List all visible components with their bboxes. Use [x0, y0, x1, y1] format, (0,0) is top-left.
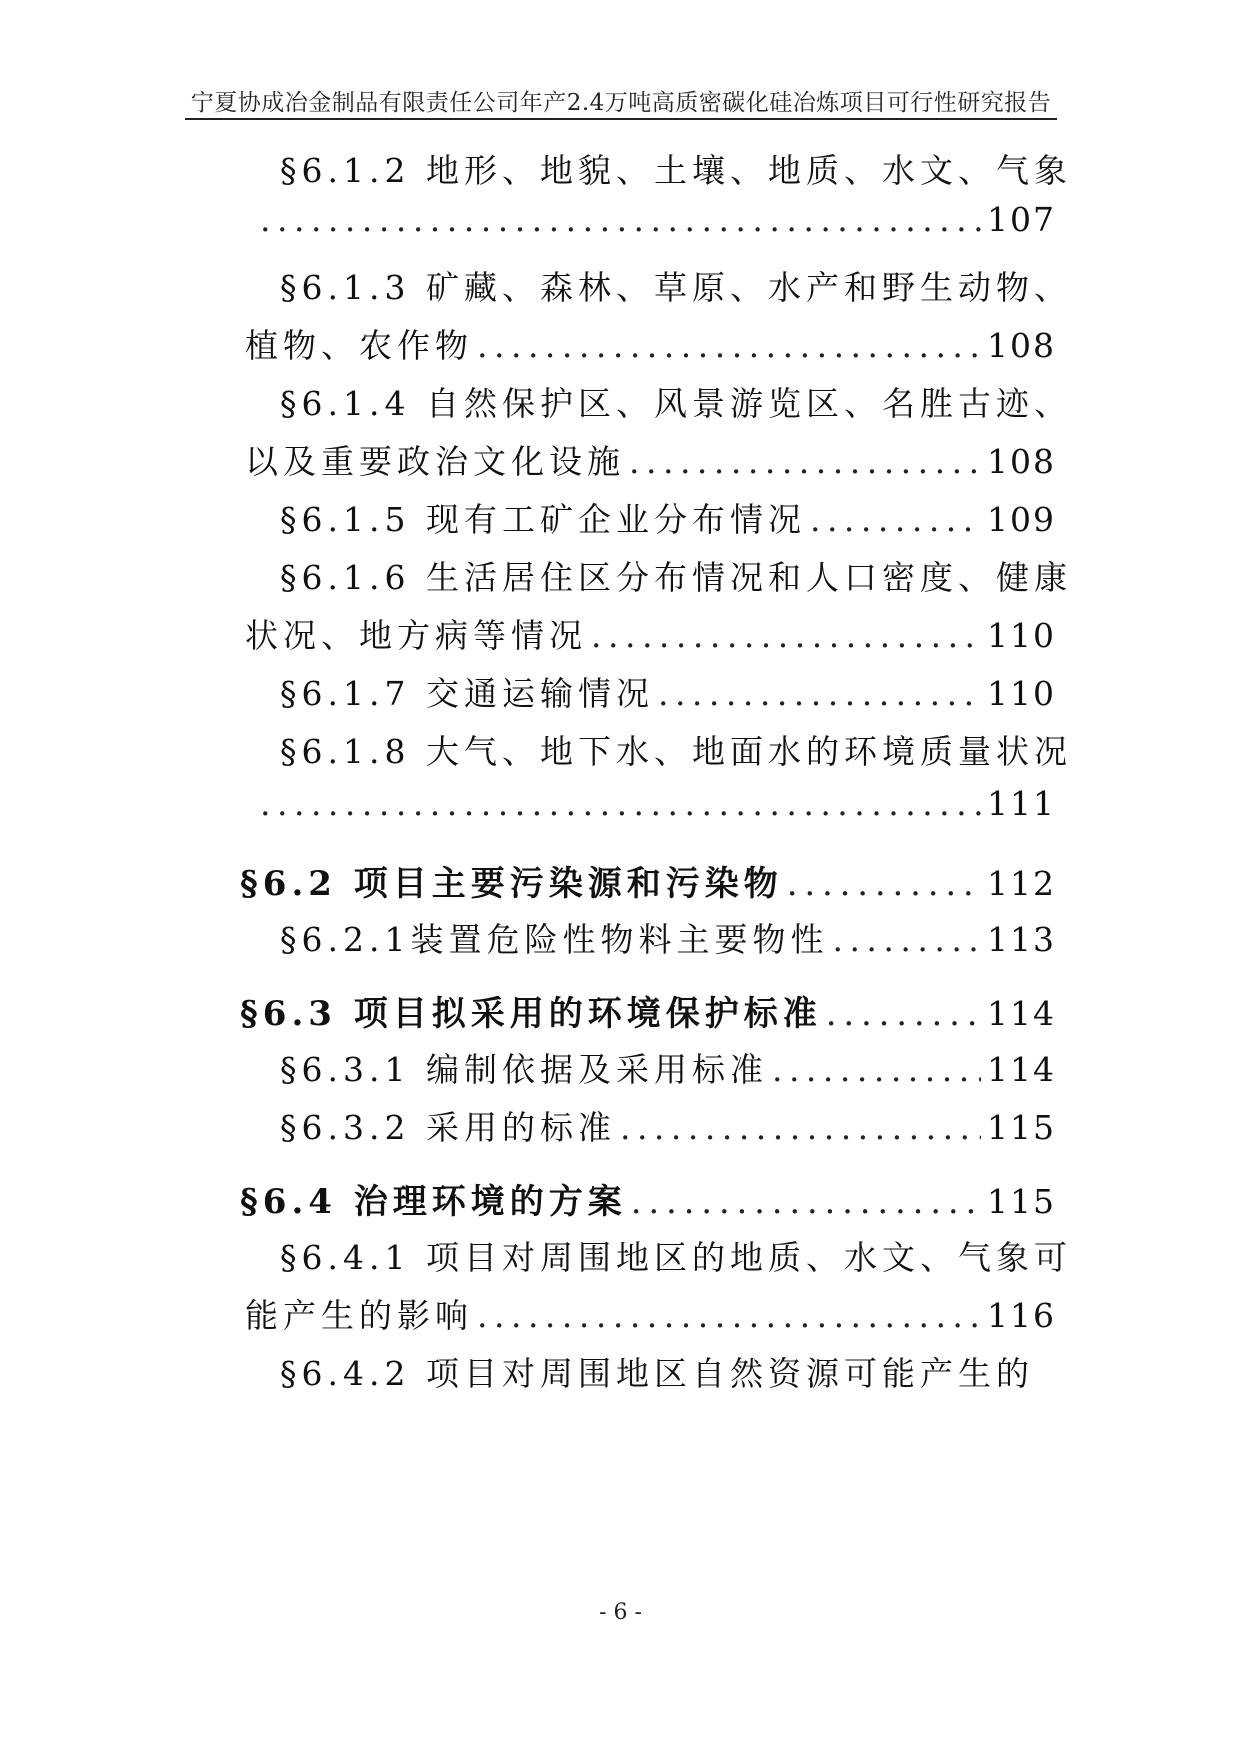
- toc-section-6-3[interactable]: [240, 986, 1056, 1034]
- toc-entry-title-continued: 状况、地方病等情况: [245, 616, 587, 655]
- toc-page-number: 115: [987, 1182, 1056, 1221]
- toc-entry-title: §6.4.1 项目对周围地区的地质、水文、气象可: [280, 1238, 1072, 1277]
- toc-page-number: 110: [987, 616, 1056, 655]
- toc-entry-title: §6.1.8 大气、地下水、地面水的环境质量状况: [280, 732, 1072, 771]
- toc-entry-6-1-6[interactable]: [280, 552, 1072, 597]
- toc-page-number: 107: [987, 200, 1056, 239]
- toc-page-number: 109: [987, 500, 1056, 539]
- toc-page-number: 110: [987, 674, 1056, 713]
- toc-section-title: §6.3 项目拟采用的环境保护标准: [240, 994, 822, 1034]
- toc-entry-6-4-1-cont[interactable]: [245, 1290, 1056, 1334]
- toc-entry-title: §6.4.2 项目对周围地区自然资源可能产生的: [280, 1354, 1034, 1393]
- dot-leader: [591, 616, 981, 655]
- document-header: 宁夏协成冶金制品有限责任公司年产2.4万吨高质密碳化硅冶炼项目可行性研究报告: [190, 90, 1052, 116]
- toc-page-number: 115: [987, 1108, 1056, 1147]
- toc-entry-6-1-8[interactable]: [280, 726, 1072, 771]
- dot-leader: [260, 784, 981, 823]
- toc-entry-6-1-8-leader[interactable]: [280, 784, 1056, 828]
- dot-leader: [832, 920, 981, 959]
- toc-entry-title: §6.2.1装置危险性物料主要物性: [280, 920, 829, 959]
- toc-entry-6-4-1[interactable]: [280, 1232, 1072, 1277]
- toc-entry-6-1-2[interactable]: [280, 145, 1072, 190]
- dot-leader: [629, 442, 981, 481]
- toc-entry-6-1-6-cont[interactable]: [245, 610, 1056, 654]
- toc-section-title: §6.2 项目主要污染源和污染物: [240, 864, 783, 904]
- toc-entry-title-continued: 以及重要政治文化设施: [245, 442, 625, 481]
- toc-page-number: 114: [987, 994, 1056, 1033]
- toc-entry-6-1-7[interactable]: [280, 668, 1056, 712]
- toc-entry-6-1-3[interactable]: [280, 262, 1072, 307]
- toc-entry-title-continued: 植物、农作物: [245, 326, 473, 365]
- dot-leader: [631, 1182, 981, 1222]
- toc-entry-6-3-1[interactable]: [280, 1044, 1056, 1088]
- toc-entry-6-1-4-cont[interactable]: [245, 436, 1056, 480]
- dot-leader: [772, 1050, 981, 1089]
- toc-entry-title: §6.1.3 矿藏、森林、草原、水产和野生动物、: [280, 268, 1072, 307]
- dot-leader: [787, 864, 981, 904]
- toc-entry-title: §6.3.1 编制依据及采用标准: [280, 1050, 768, 1089]
- toc-page-number: 114: [987, 1050, 1056, 1089]
- toc-entry-6-1-5[interactable]: [280, 494, 1056, 538]
- dot-leader: [658, 674, 981, 713]
- dot-leader: [477, 326, 981, 365]
- toc-page-number: 113: [987, 920, 1056, 959]
- toc-page-number: 108: [987, 442, 1056, 481]
- toc-entry-title: §6.3.2 采用的标准: [280, 1108, 616, 1147]
- toc-page-number: 112: [987, 864, 1056, 903]
- toc-entry-title: §6.1.7 交通运输情况: [280, 674, 654, 713]
- toc-entry-title: §6.1.4 自然保护区、风景游览区、名胜古迹、: [280, 384, 1072, 423]
- toc-page-number: 111: [987, 784, 1056, 823]
- toc-entry-6-4-2[interactable]: [280, 1348, 1056, 1392]
- dot-leader: [620, 1108, 981, 1147]
- toc-entry-title: §6.1.2 地形、地貌、土壤、地质、水文、气象: [280, 151, 1072, 190]
- toc-section-title: §6.4 治理环境的方案: [240, 1182, 627, 1222]
- dot-leader: [826, 994, 981, 1034]
- toc-entry-6-1-4[interactable]: [280, 378, 1072, 423]
- toc-entry-6-2-1[interactable]: [280, 914, 1056, 958]
- page-number: - 6 -: [599, 1600, 642, 1625]
- toc-entry-title: §6.1.6 生活居住区分布情况和人口密度、健康: [280, 558, 1072, 597]
- dot-leader: [477, 1296, 981, 1335]
- toc-section-6-2[interactable]: [240, 856, 1056, 904]
- toc-entry-6-3-2[interactable]: [280, 1102, 1056, 1146]
- toc-entry-title: §6.1.5 现有工矿企业分布情况: [280, 500, 806, 539]
- toc-entry-6-1-2-leader[interactable]: [280, 200, 1056, 244]
- toc-page-number: 108: [987, 326, 1056, 365]
- toc-page-number: 116: [987, 1296, 1056, 1335]
- toc-section-6-4[interactable]: [240, 1174, 1056, 1222]
- toc-entry-title-continued: 能产生的影响: [245, 1296, 473, 1335]
- dot-leader: [810, 500, 981, 539]
- toc-entry-6-1-3-cont[interactable]: [245, 320, 1056, 364]
- dot-leader: [260, 200, 981, 239]
